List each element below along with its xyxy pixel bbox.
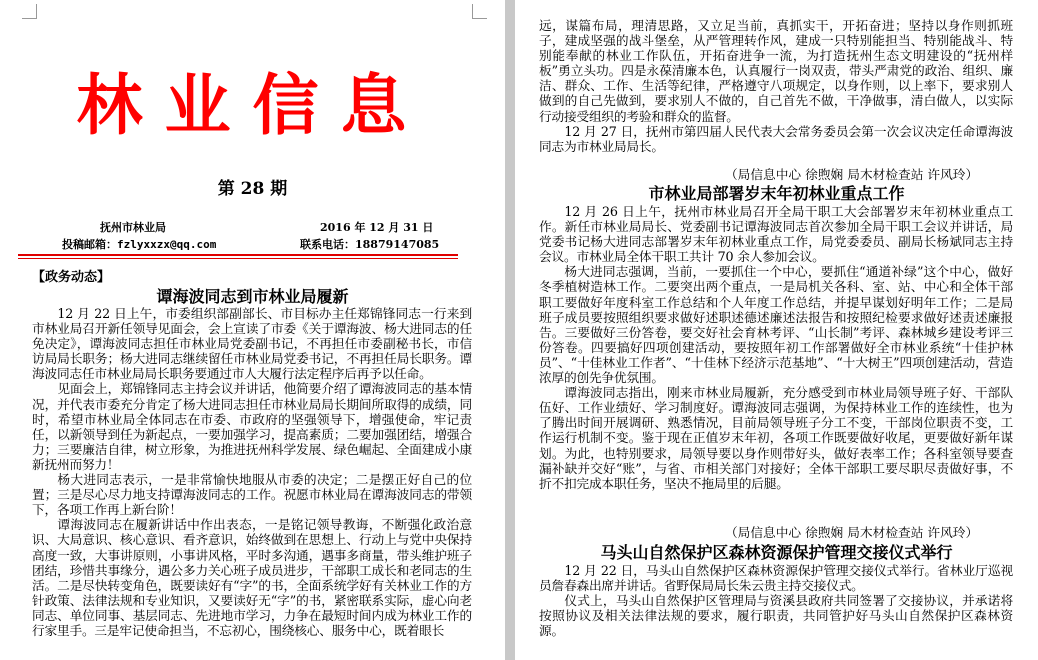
document-page-right xyxy=(515,0,1038,660)
corner-mark xyxy=(22,4,37,19)
document-page-left xyxy=(0,0,505,660)
issue-number: 第 28 期 xyxy=(217,179,288,199)
paragraph: 远，谋篇布局，理清思路，又立足当前，真抓实干，开拓奋进；坚持以身作则抓班子，建成坚强的战斗堡垒，从严管理转作风，建成一只特别能担当、特别能战斗、特别能奉献的林业工作队伍，开拓奋进争一流，为打造抚州生态文明建设的“抚州样板”勇立头功。四是永葆清廉本色，认真履行一岗双责，带头严肃党的政治、组织、廉洁、群众、工作、生活等纪律，严格遵守八项规定，以身作则，以上率下，要求别人做到的自己先做到，要求别人不做的，自己首先不做，干净做事，清白做人，以实际行动接受组织的考验和群众的监督。 xyxy=(539,18,1013,124)
email-value: fzlyxxzx@qq.com xyxy=(117,238,217,251)
article1-body xyxy=(32,306,472,638)
article1-byline: （局信息中心 徐煦娴 局木材检查站 许风玲） xyxy=(725,167,979,182)
article1-continued xyxy=(539,18,1013,154)
email-line xyxy=(62,236,216,252)
article3-title: 马头山自然保护区森林资源保护管理交接仪式举行 xyxy=(600,543,953,562)
article1-title: 谭海波同志到市林业局履新 xyxy=(156,287,349,306)
phone-label: 联系电话： xyxy=(300,238,355,251)
paragraph: 杨大进同志强调，当前，一要抓住一个中心，要抓住“通道补绿”这个中心，做好冬季植树造林工作。二要突出两个重点，一是局机关各科、室、站、中心和全体干部职工要做好年度科室工作总结和个人年度工作总结，并提早谋划好明年工作；二是局班子成员要按照组织要求做好述职述德述廉述法报告和按照纪检要求做好述责述廉报告。三要做好三份答卷，要交好社会育林考评、“山长制”考评、森林城乡建设考评三份答卷。四要搞好四项创建活动，要按照年初工作部署做好全市林业系统“十佳护林员”、“十佳林业工作者”、“十佳林下经济示范基地”、“十大树王”四项创建活动，营造浓厚的创先争优氛围。 xyxy=(539,264,1013,386)
paragraph: 12 月 26 日上午，抚州市林业局召开全局干职工大会部署岁末年初林业重点工作。新任市林业局局长、党委副书记谭海波同志首次参加全局干职工会议并讲话，局党委书记杨大进同志部署岁末年初林业重点工作，局党委委员、副局长杨斌同志主持会议。市林业局全体干职工共计 70 余人参加会议。 xyxy=(539,204,1013,265)
issue-date: 2016 年 12 月 31 日 xyxy=(320,221,434,234)
masthead-title: 林业信息 xyxy=(76,67,429,144)
header-rule-thick xyxy=(18,254,458,256)
article2-title: 市林业局部署岁末年初林业重点工作 xyxy=(648,184,905,203)
article3-body xyxy=(539,563,1013,638)
email-label: 投稿邮箱： xyxy=(62,238,117,251)
header-rule-thin xyxy=(18,258,458,259)
paragraph: 12 月 27 日，抚州市第四届人民代表大会常务委员会第一次会议决定任命谭海波同志为市林业局局长。 xyxy=(539,123,1013,154)
section-heading: 【政务动态】 xyxy=(32,270,111,285)
paragraph: 仪式上，马头山自然保护区管理局与资溪县政府共同签署了交接协议，并承诺将按照协议及相关法律法规的要求，履行职责，共同管护好马头山自然保护区森林资源。 xyxy=(539,593,1013,639)
paragraph: 见面会上，郑锦锋同志主持会议并讲话，他简要介绍了谭海波同志的基本情况，并代表市委充分肯定了杨大进同志担任市林业局局长期间所取得的成绩，同时，希望市林业局全体同志在市委、市政府的坚强领导下，增强使命，牢记责任，以新领导到任为新起点，一要加强学习，提高素质；二要加强团结，增强合力；三要廉洁自律，树立形象，为推进抚州科学发展、绿色崛起、全面建成小康新抚州而努力！ xyxy=(32,381,472,472)
phone-value: 18879147085 xyxy=(355,238,440,251)
org-name: 抚州市林业局 xyxy=(100,221,166,234)
paragraph: 12 月 22 日上午，市委组织部副部长、市目标办主任郑锦锋同志一行来到市林业局召开新任领导见面会，会上宣读了市委《关于谭海波、杨大进同志的任免决定》，谭海波同志担任市林业局党委副书记，不再担任市委副秘书长，市信访局局长职务；杨大进同志继续留任市林业局党委书记，不再担任局长职务。谭海波同志任市林业局局长职务要通过市人大履行法定程序后再予以任命。 xyxy=(32,306,472,382)
article2-byline: （局信息中心 徐煦娴 局木材检查站 许风玲） xyxy=(725,525,979,540)
corner-mark xyxy=(472,4,487,19)
article2-body xyxy=(539,204,1013,491)
paragraph: 杨大进同志表示，一是非常愉快地服从市委的决定；二是摆正好自己的位置；三是尽心尽力地支持谭海波同志的工作。祝愿市林业局在谭海波同志的带领下，各项工作再上新台阶！ xyxy=(32,472,472,518)
phone-line xyxy=(300,236,439,252)
paragraph: 谭海波同志指出，刚来市林业局履新，充分感受到市林业局领导班子好、干部队伍好、工作业绩好、学习制度好。谭海波同志强调，为保持林业工作的连续性，也为了腾出时间开展调研、熟悉情况，目前局领导班子分工不变，干部岗位职责不变，工作运行机制不变。鉴于现在正值岁末年初，各项工作既要做好收尾，更要做好新年谋划。为此，也特别要求，局领导要以身作则带好头，做好表率工作；各科室领导要查漏补缺并交好“账”，与省、市相关部门对接好；全体干部职工要尽职尽责做好事，不折不扣完成本职任务，坚决不拖局里的后腿。 xyxy=(539,385,1013,491)
paragraph: 12 月 22 日，马头山自然保护区森林资源保护管理交接仪式举行。省林业厅巡视员詹春森出席并讲话。省野保局局长朱云贵主持交接仪式。 xyxy=(539,563,1013,594)
page-gap xyxy=(505,0,515,660)
paragraph: 谭海波同志在履新讲话中作出表态，一是铭记领导教诲，不断强化政治意识、大局意识、核心意识、看齐意识，始终做到在思想上、行动上与党中央保持高度一致，大事讲原则，小事讲风格，平时多沟通，遇事多商量，带头维护班子团结，珍惜共事缘分，遇公多力关心班子成员进步，干部职工成长和老同志的生活。二是尽快转变角色，既要读好有“字”的书，全面系统学好有关林业工作的方针政策、法律法规和专业知识，又要读好无“字”的书，紧密联系实际，虚心向老同志、单位同事、基层同志、先进地市学习，力争在最短时间内成为林业工作的行家里手。三是牢记使命担当，不忘初心，围绕核心、服务中心，既着眼长 xyxy=(32,517,472,638)
